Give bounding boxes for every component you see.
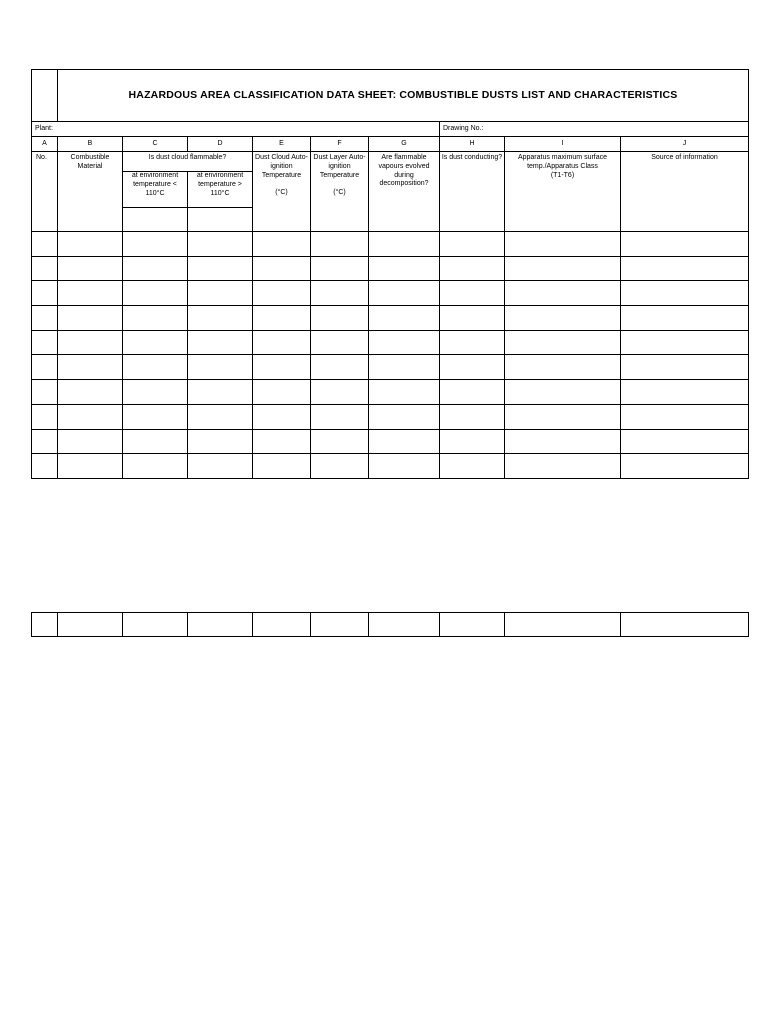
table-cell[interactable] (369, 330, 440, 355)
table-row (32, 429, 749, 454)
table-cell[interactable] (253, 306, 311, 331)
table-cell[interactable] (505, 613, 621, 637)
table-cell[interactable] (440, 380, 505, 405)
table-row (32, 281, 749, 306)
table-cell[interactable] (505, 256, 621, 281)
layer-ignition-unit: (°C) (333, 189, 346, 196)
table-cell[interactable] (369, 256, 440, 281)
table-cell[interactable] (505, 306, 621, 331)
table-cell[interactable] (621, 256, 749, 281)
table-cell[interactable] (311, 232, 369, 257)
table-cell[interactable] (123, 232, 188, 257)
table-cell[interactable] (253, 380, 311, 405)
table-cell[interactable] (32, 281, 58, 306)
table-cell[interactable] (32, 429, 58, 454)
table-cell[interactable] (369, 613, 440, 637)
table-cell[interactable] (188, 232, 253, 257)
table-cell[interactable] (32, 454, 58, 479)
column-letter: D (188, 137, 253, 152)
table-cell[interactable] (621, 330, 749, 355)
table-cell[interactable] (58, 330, 123, 355)
table-cell[interactable] (32, 380, 58, 405)
header-below-110: at environment temperature < 110°C (123, 172, 188, 208)
table-cell[interactable] (440, 613, 505, 637)
table-cell[interactable] (311, 380, 369, 405)
table-cell[interactable] (440, 404, 505, 429)
table-cell[interactable] (505, 281, 621, 306)
table-cell[interactable] (188, 256, 253, 281)
cloud-ignition-label: Dust Cloud Auto-ignition Temperature (255, 154, 308, 179)
table-cell[interactable] (311, 404, 369, 429)
header-source: Source of information (621, 152, 749, 232)
column-letter: J (621, 137, 749, 152)
table-cell[interactable] (505, 330, 621, 355)
table-cell[interactable] (188, 613, 253, 637)
table-cell[interactable] (621, 232, 749, 257)
table-cell[interactable] (369, 232, 440, 257)
sheet-title: HAZARDOUS AREA CLASSIFICATION DATA SHEET: COMBUSTIBLE DUSTS LIST AND CHARACTERISTICS (58, 70, 749, 122)
table-row (32, 256, 749, 281)
table-cell[interactable] (505, 429, 621, 454)
table-cell[interactable] (311, 306, 369, 331)
table-cell[interactable] (505, 380, 621, 405)
table-cell[interactable] (123, 429, 188, 454)
table-cell[interactable] (311, 355, 369, 380)
table-cell[interactable] (505, 454, 621, 479)
column-letter: G (369, 137, 440, 152)
table-cell[interactable] (123, 355, 188, 380)
table-cell[interactable] (32, 306, 58, 331)
table-cell[interactable] (311, 429, 369, 454)
table-cell[interactable] (123, 404, 188, 429)
logo-box (32, 70, 58, 122)
trailing-row-table (31, 612, 748, 637)
table-cell[interactable] (58, 256, 123, 281)
header-layer-ignition (311, 152, 369, 232)
table-cell[interactable] (311, 281, 369, 306)
table-cell[interactable] (58, 306, 123, 331)
drawing-number-field: Drawing No.: (440, 122, 749, 137)
table-cell[interactable] (440, 429, 505, 454)
header-blank-d (188, 208, 253, 232)
header-dust-cloud-flammable: Is dust cloud flammable? (123, 152, 253, 172)
table-cell[interactable] (123, 380, 188, 405)
table-cell[interactable] (440, 281, 505, 306)
table-cell[interactable] (621, 404, 749, 429)
table-cell[interactable] (369, 404, 440, 429)
table-cell[interactable] (440, 454, 505, 479)
table-cell[interactable] (311, 330, 369, 355)
table-cell[interactable] (621, 429, 749, 454)
table-cell[interactable] (311, 613, 369, 637)
header-above-110: at environment temperature > 110°C (188, 172, 253, 208)
column-letter-row (32, 137, 749, 152)
table-cell[interactable] (58, 232, 123, 257)
table-cell[interactable] (440, 232, 505, 257)
table-cell[interactable] (58, 355, 123, 380)
table-cell[interactable] (621, 306, 749, 331)
table-cell[interactable] (32, 355, 58, 380)
column-letter: F (311, 137, 369, 152)
table-cell[interactable] (621, 380, 749, 405)
table-cell[interactable] (188, 429, 253, 454)
table-cell[interactable] (58, 281, 123, 306)
table-cell[interactable] (440, 330, 505, 355)
table-cell[interactable] (369, 281, 440, 306)
table-cell[interactable] (58, 404, 123, 429)
table-cell[interactable] (32, 256, 58, 281)
table-row (32, 380, 749, 405)
table-cell[interactable] (188, 281, 253, 306)
table-cell[interactable] (440, 306, 505, 331)
table-cell[interactable] (440, 256, 505, 281)
column-letter: E (253, 137, 311, 152)
header-blank-c (123, 208, 188, 232)
table-cell[interactable] (188, 306, 253, 331)
table-cell[interactable] (311, 256, 369, 281)
table-cell[interactable] (369, 306, 440, 331)
table-cell[interactable] (123, 281, 188, 306)
column-letter: B (58, 137, 123, 152)
table-cell[interactable] (253, 232, 311, 257)
table-cell[interactable] (32, 404, 58, 429)
layer-ignition-label: Dust Layer Auto-ignition Temperature (313, 154, 366, 179)
apparatus-label: Apparatus maximum surface temp./Apparatus Class (517, 154, 608, 170)
table-cell[interactable] (253, 281, 311, 306)
plant-field: Plant: (32, 122, 440, 137)
table-row (32, 330, 749, 355)
table-body (32, 232, 749, 479)
table-cell[interactable] (369, 380, 440, 405)
header-vapours: Are flammable vapours evolved during decomposition? (369, 152, 440, 232)
table-cell[interactable] (188, 330, 253, 355)
table-cell[interactable] (188, 404, 253, 429)
table-row (32, 355, 749, 380)
table-cell[interactable] (123, 256, 188, 281)
data-sheet (31, 69, 748, 479)
table-cell[interactable] (123, 613, 188, 637)
table-cell[interactable] (369, 429, 440, 454)
table-cell[interactable] (58, 454, 123, 479)
header-no: No. (32, 152, 58, 232)
column-letter: I (505, 137, 621, 152)
table-cell[interactable] (621, 613, 749, 637)
table-cell[interactable] (58, 613, 123, 637)
apparatus-class: (T1-T6) (550, 171, 575, 179)
table-cell[interactable] (123, 454, 188, 479)
table-row (32, 232, 749, 257)
header-cloud-ignition (253, 152, 311, 232)
table-cell[interactable] (621, 281, 749, 306)
table-row (32, 454, 749, 479)
table-row (32, 404, 749, 429)
column-letter: A (32, 137, 58, 152)
table-cell[interactable] (621, 454, 749, 479)
table-cell[interactable] (188, 380, 253, 405)
table-cell[interactable] (32, 330, 58, 355)
table-cell[interactable] (253, 256, 311, 281)
table-cell[interactable] (311, 454, 369, 479)
table-cell[interactable] (253, 613, 311, 637)
table-cell[interactable] (188, 454, 253, 479)
header-conducting: Is dust conducting? (440, 152, 505, 232)
table-cell[interactable] (505, 404, 621, 429)
column-letter: C (123, 137, 188, 152)
table-cell[interactable] (32, 232, 58, 257)
table-cell[interactable] (32, 613, 58, 637)
table-cell[interactable] (188, 355, 253, 380)
table-cell[interactable] (369, 355, 440, 380)
table-row (32, 613, 749, 637)
table-cell[interactable] (505, 232, 621, 257)
table-cell[interactable] (123, 306, 188, 331)
table-cell[interactable] (123, 330, 188, 355)
table-cell[interactable] (58, 429, 123, 454)
table-cell[interactable] (253, 454, 311, 479)
sheet-table (31, 69, 749, 479)
table-cell[interactable] (253, 355, 311, 380)
table-cell[interactable] (369, 454, 440, 479)
table-cell[interactable] (253, 404, 311, 429)
header-apparatus (505, 152, 621, 232)
table-cell[interactable] (621, 355, 749, 380)
table-cell[interactable] (58, 380, 123, 405)
table-cell[interactable] (253, 330, 311, 355)
table-cell[interactable] (253, 429, 311, 454)
header-material: Combustible Material (58, 152, 123, 232)
cloud-ignition-unit: (°C) (275, 189, 288, 196)
column-letter: H (440, 137, 505, 152)
table-cell[interactable] (505, 355, 621, 380)
table-row (32, 306, 749, 331)
table-cell[interactable] (440, 355, 505, 380)
